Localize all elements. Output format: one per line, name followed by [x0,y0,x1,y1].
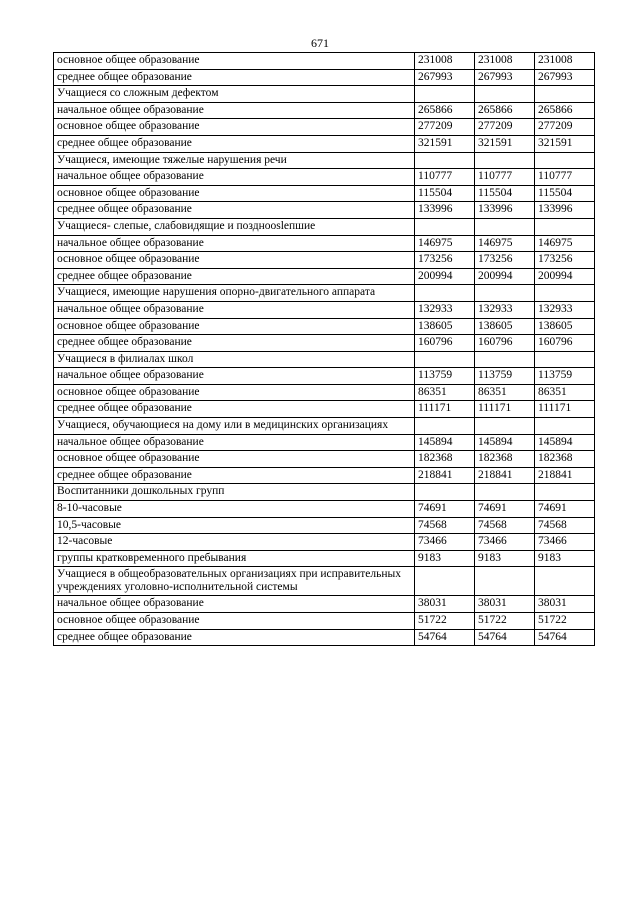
value-cell-1: 321591 [415,135,475,152]
value-cell-1 [415,86,475,103]
value-cell-3: 74691 [535,501,595,518]
value-cell-1: 38031 [415,596,475,613]
row-label: начальное общее образование [54,102,415,119]
table-row [54,401,595,418]
value-cell-1: 182368 [415,451,475,468]
value-cell-2: 111171 [475,401,535,418]
value-cell-2: 74568 [475,517,535,534]
row-label: основное общее образование [54,252,415,269]
table-row [54,202,595,219]
table-row [54,335,595,352]
table-row [54,501,595,518]
row-label: 8-10-часовые [54,501,415,518]
value-cell-1: 110777 [415,169,475,186]
row-label: Учащиеся, имеющие тяжелые нарушения речи [54,152,415,169]
value-cell-2: 38031 [475,596,535,613]
value-cell-3: 74568 [535,517,595,534]
value-cell-1: 138605 [415,318,475,335]
table-row [54,169,595,186]
value-cell-3: 113759 [535,368,595,385]
value-cell-3 [535,86,595,103]
table-row [54,135,595,152]
value-cell-2: 267993 [475,69,535,86]
row-label: 12-часовые [54,534,415,551]
value-cell-2: 146975 [475,235,535,252]
value-cell-2 [475,484,535,501]
value-cell-2: 132933 [475,301,535,318]
value-cell-1: 133996 [415,202,475,219]
row-label: Учащиеся в филиалах школ [54,351,415,368]
row-label: среднее общее образование [54,268,415,285]
row-label: основное общее образование [54,53,415,70]
value-cell-2: 173256 [475,252,535,269]
value-cell-1: 145894 [415,434,475,451]
table-row [54,268,595,285]
value-cell-3: 277209 [535,119,595,136]
row-label: среднее общее образование [54,335,415,352]
row-label: 10,5-часовые [54,517,415,534]
row-label: основное общее образование [54,384,415,401]
value-cell-3: 218841 [535,467,595,484]
value-cell-1 [415,567,475,596]
row-label: начальное общее образование [54,169,415,186]
value-cell-1: 200994 [415,268,475,285]
value-cell-3: 182368 [535,451,595,468]
value-cell-3: 73466 [535,534,595,551]
value-cell-3: 146975 [535,235,595,252]
value-cell-1: 86351 [415,384,475,401]
value-cell-2: 321591 [475,135,535,152]
table-row [54,285,595,302]
row-label: основное общее образование [54,119,415,136]
value-cell-1 [415,285,475,302]
table-row [54,534,595,551]
table-row [54,451,595,468]
value-cell-1: 267993 [415,69,475,86]
value-cell-1: 265866 [415,102,475,119]
value-cell-2: 218841 [475,467,535,484]
value-cell-3 [535,484,595,501]
row-label: основное общее образование [54,451,415,468]
value-cell-3: 111171 [535,401,595,418]
table-row [54,235,595,252]
value-cell-1: 146975 [415,235,475,252]
value-cell-1 [415,152,475,169]
value-cell-1 [415,218,475,235]
value-cell-3: 138605 [535,318,595,335]
value-cell-2 [475,86,535,103]
table-row [54,218,595,235]
table-body [54,53,595,646]
value-cell-1: 132933 [415,301,475,318]
value-cell-2 [475,218,535,235]
value-cell-1: 54764 [415,629,475,646]
value-cell-3: 38031 [535,596,595,613]
value-cell-2: 133996 [475,202,535,219]
table-row [54,613,595,630]
value-cell-1: 111171 [415,401,475,418]
value-cell-1: 115504 [415,185,475,202]
table-row [54,102,595,119]
value-cell-3 [535,152,595,169]
row-label: основное общее образование [54,185,415,202]
row-label: Воспитанники дошкольных групп [54,484,415,501]
row-label: среднее общее образование [54,629,415,646]
value-cell-1 [415,484,475,501]
value-cell-1: 113759 [415,368,475,385]
table-row [54,596,595,613]
value-cell-2 [475,152,535,169]
row-label: начальное общее образование [54,301,415,318]
table-row [54,418,595,435]
value-cell-3: 173256 [535,252,595,269]
table-row [54,484,595,501]
row-label: среднее общее образование [54,202,415,219]
value-cell-3: 54764 [535,629,595,646]
value-cell-2: 138605 [475,318,535,335]
value-cell-3 [535,218,595,235]
value-cell-2: 110777 [475,169,535,186]
table-row [54,517,595,534]
value-cell-2: 74691 [475,501,535,518]
value-cell-1: 51722 [415,613,475,630]
row-label: начальное общее образование [54,368,415,385]
value-cell-3: 200994 [535,268,595,285]
row-label: начальное общее образование [54,235,415,252]
value-cell-2: 113759 [475,368,535,385]
value-cell-3 [535,418,595,435]
value-cell-2: 54764 [475,629,535,646]
row-label: Учащиеся, обучающиеся на дому или в медицинских организациях [54,418,415,435]
row-label: основное общее образование [54,613,415,630]
value-cell-2: 9183 [475,550,535,567]
table-row [54,301,595,318]
value-cell-2: 73466 [475,534,535,551]
value-cell-1: 173256 [415,252,475,269]
table-row [54,252,595,269]
value-cell-3: 133996 [535,202,595,219]
value-cell-3: 321591 [535,135,595,152]
table-row [54,185,595,202]
value-cell-2: 86351 [475,384,535,401]
value-cell-1: 231008 [415,53,475,70]
table-row [54,351,595,368]
value-cell-2 [475,418,535,435]
value-cell-2 [475,285,535,302]
row-label: начальное общее образование [54,596,415,613]
row-label: Учащиеся- слепые, слабовидящие и позднооslепшие [54,218,415,235]
row-label: начальное общее образование [54,434,415,451]
value-cell-1: 74691 [415,501,475,518]
value-cell-2: 277209 [475,119,535,136]
value-cell-3: 160796 [535,335,595,352]
value-cell-2: 145894 [475,434,535,451]
value-cell-1: 73466 [415,534,475,551]
table-row [54,119,595,136]
value-cell-2 [475,567,535,596]
table-row [54,69,595,86]
value-cell-3 [535,567,595,596]
value-cell-2: 265866 [475,102,535,119]
row-label: Учащиеся со сложным дефектом [54,86,415,103]
value-cell-3: 86351 [535,384,595,401]
value-cell-2: 231008 [475,53,535,70]
value-cell-1 [415,418,475,435]
table-row [54,550,595,567]
value-cell-2: 115504 [475,185,535,202]
value-cell-3: 145894 [535,434,595,451]
table-row [54,384,595,401]
table-row [54,629,595,646]
value-cell-3: 267993 [535,69,595,86]
value-cell-3 [535,285,595,302]
table-row [54,567,595,596]
value-cell-3: 9183 [535,550,595,567]
table-row [54,53,595,70]
row-label: группы кратковременного пребывания [54,550,415,567]
table-row [54,368,595,385]
value-cell-3 [535,351,595,368]
value-cell-3: 110777 [535,169,595,186]
value-cell-3: 132933 [535,301,595,318]
value-cell-2: 182368 [475,451,535,468]
page-number: 671 [311,36,329,50]
row-label: среднее общее образование [54,135,415,152]
row-label: среднее общее образование [54,69,415,86]
value-cell-2 [475,351,535,368]
row-label: Учащиеся, имеющие нарушения опорно-двигательного аппарата [54,285,415,302]
value-cell-2: 160796 [475,335,535,352]
row-label: Учащиеся в общеобразовательных организациях при исправительных учреждениях уголовно-исполнительной системы [54,567,415,596]
value-cell-3: 51722 [535,613,595,630]
row-label: среднее общее образование [54,401,415,418]
funding-table [53,52,595,646]
table-row [54,467,595,484]
value-cell-2: 200994 [475,268,535,285]
value-cell-3: 265866 [535,102,595,119]
table-row [54,318,595,335]
table-row [54,434,595,451]
value-cell-1: 277209 [415,119,475,136]
row-label: основное общее образование [54,318,415,335]
value-cell-1: 160796 [415,335,475,352]
table-row [54,86,595,103]
value-cell-3: 231008 [535,53,595,70]
value-cell-1 [415,351,475,368]
value-cell-3: 115504 [535,185,595,202]
table-row [54,152,595,169]
value-cell-1: 74568 [415,517,475,534]
value-cell-1: 218841 [415,467,475,484]
value-cell-2: 51722 [475,613,535,630]
value-cell-1: 9183 [415,550,475,567]
row-label: среднее общее образование [54,467,415,484]
